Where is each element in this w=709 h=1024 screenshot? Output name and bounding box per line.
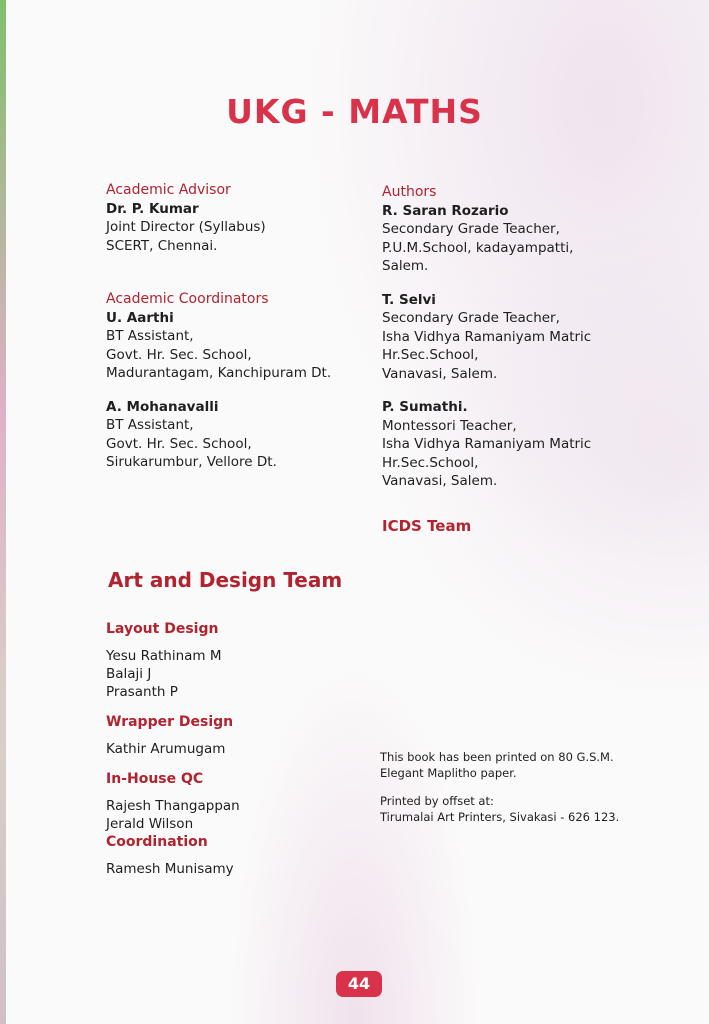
- right-column: [382, 183, 591, 506]
- art-design-heading: Art and Design Team: [108, 568, 343, 592]
- author-line: Isha Vidhya Ramaniyam Matric: [382, 328, 592, 345]
- academic-advisor-heading: Academic Advisor: [106, 182, 231, 198]
- author-name: P. Sumathi.: [382, 399, 468, 415]
- layout-design-name: Yesu Rathinam M: [106, 648, 222, 664]
- author-block: [382, 291, 591, 384]
- author-name: T. Selvi: [382, 291, 436, 308]
- coordinator-line: Govt. Hr. Sec. School,: [106, 435, 252, 452]
- author-line: Salem.: [382, 258, 429, 274]
- authors-section: [382, 183, 591, 276]
- authors-heading: Authors: [382, 184, 437, 200]
- advisor-line: SCERT, Chennai.: [106, 237, 218, 254]
- left-column: [106, 181, 331, 487]
- academic-coordinators-heading: Academic Coordinators: [106, 291, 269, 307]
- coordinator-line: BT Assistant,: [106, 417, 194, 433]
- page-title: UKG - MATHS: [226, 92, 483, 131]
- layout-design-name: Prasanth P: [106, 684, 178, 700]
- qc-name: Jerald Wilson: [106, 816, 194, 832]
- coordination-name: Ramesh Munisamy: [106, 861, 234, 877]
- advisor-line: Joint Director (Syllabus): [106, 219, 266, 235]
- coordinator-name: A. Mohanavalli: [106, 398, 219, 415]
- author-line: Montessori Teacher,: [382, 417, 517, 434]
- author-line: Isha Vidhya Ramaniyam Matric: [382, 436, 592, 452]
- author-line: Hr.Sec.School,: [382, 454, 479, 471]
- academic-advisor-section: [106, 181, 331, 255]
- paper-info-line: Elegant Maplitho paper.: [380, 766, 517, 780]
- author-line: Vanavasi, Salem.: [382, 365, 498, 382]
- layout-design-heading: Layout Design: [106, 621, 219, 637]
- advisor-name: Dr. P. Kumar: [106, 200, 199, 217]
- wrapper-design-heading: Wrapper Design: [106, 714, 234, 730]
- coordinator-block: [106, 398, 331, 472]
- coordination-heading: Coordination: [106, 834, 208, 850]
- author-line: P.U.M.School, kadayampatti,: [382, 239, 574, 256]
- page-number-badge: 44: [336, 971, 382, 997]
- author-block: [382, 398, 591, 491]
- wrapper-design-name: Kathir Arumugam: [106, 741, 226, 757]
- coordinator-name: U. Aarthi: [106, 309, 174, 326]
- academic-coordinators-section: [106, 290, 331, 383]
- author-line: Hr.Sec.School,: [382, 347, 479, 363]
- author-name: R. Saran Rozario: [382, 202, 509, 219]
- coordinator-line: Madurantagam, Kanchipuram Dt.: [106, 365, 332, 381]
- author-line: Secondary Grade Teacher,: [382, 310, 560, 326]
- in-house-qc-heading: In-House QC: [106, 771, 204, 787]
- author-line: Secondary Grade Teacher,: [382, 221, 560, 237]
- printer-info-line: Printed by offset at:: [380, 794, 494, 808]
- coordinator-line: Sirukarumbur, Vellore Dt.: [106, 454, 277, 470]
- printer-info-line: Tirumalai Art Printers, Sivakasi - 626 123.: [380, 810, 620, 824]
- coordinator-line: BT Assistant,: [106, 328, 194, 344]
- page-left-edge: [0, 0, 6, 1024]
- icds-team-heading: ICDS Team: [382, 517, 472, 535]
- paper-info-line: This book has been printed on 80 G.S.M.: [380, 750, 614, 764]
- art-design-section: [106, 620, 240, 878]
- coordinator-line: Govt. Hr. Sec. School,: [106, 346, 252, 363]
- qc-name: Rajesh Thangappan: [106, 798, 240, 814]
- layout-design-name: Balaji J: [106, 666, 152, 682]
- author-line: Vanavasi, Salem.: [382, 473, 498, 489]
- print-info: [380, 749, 619, 825]
